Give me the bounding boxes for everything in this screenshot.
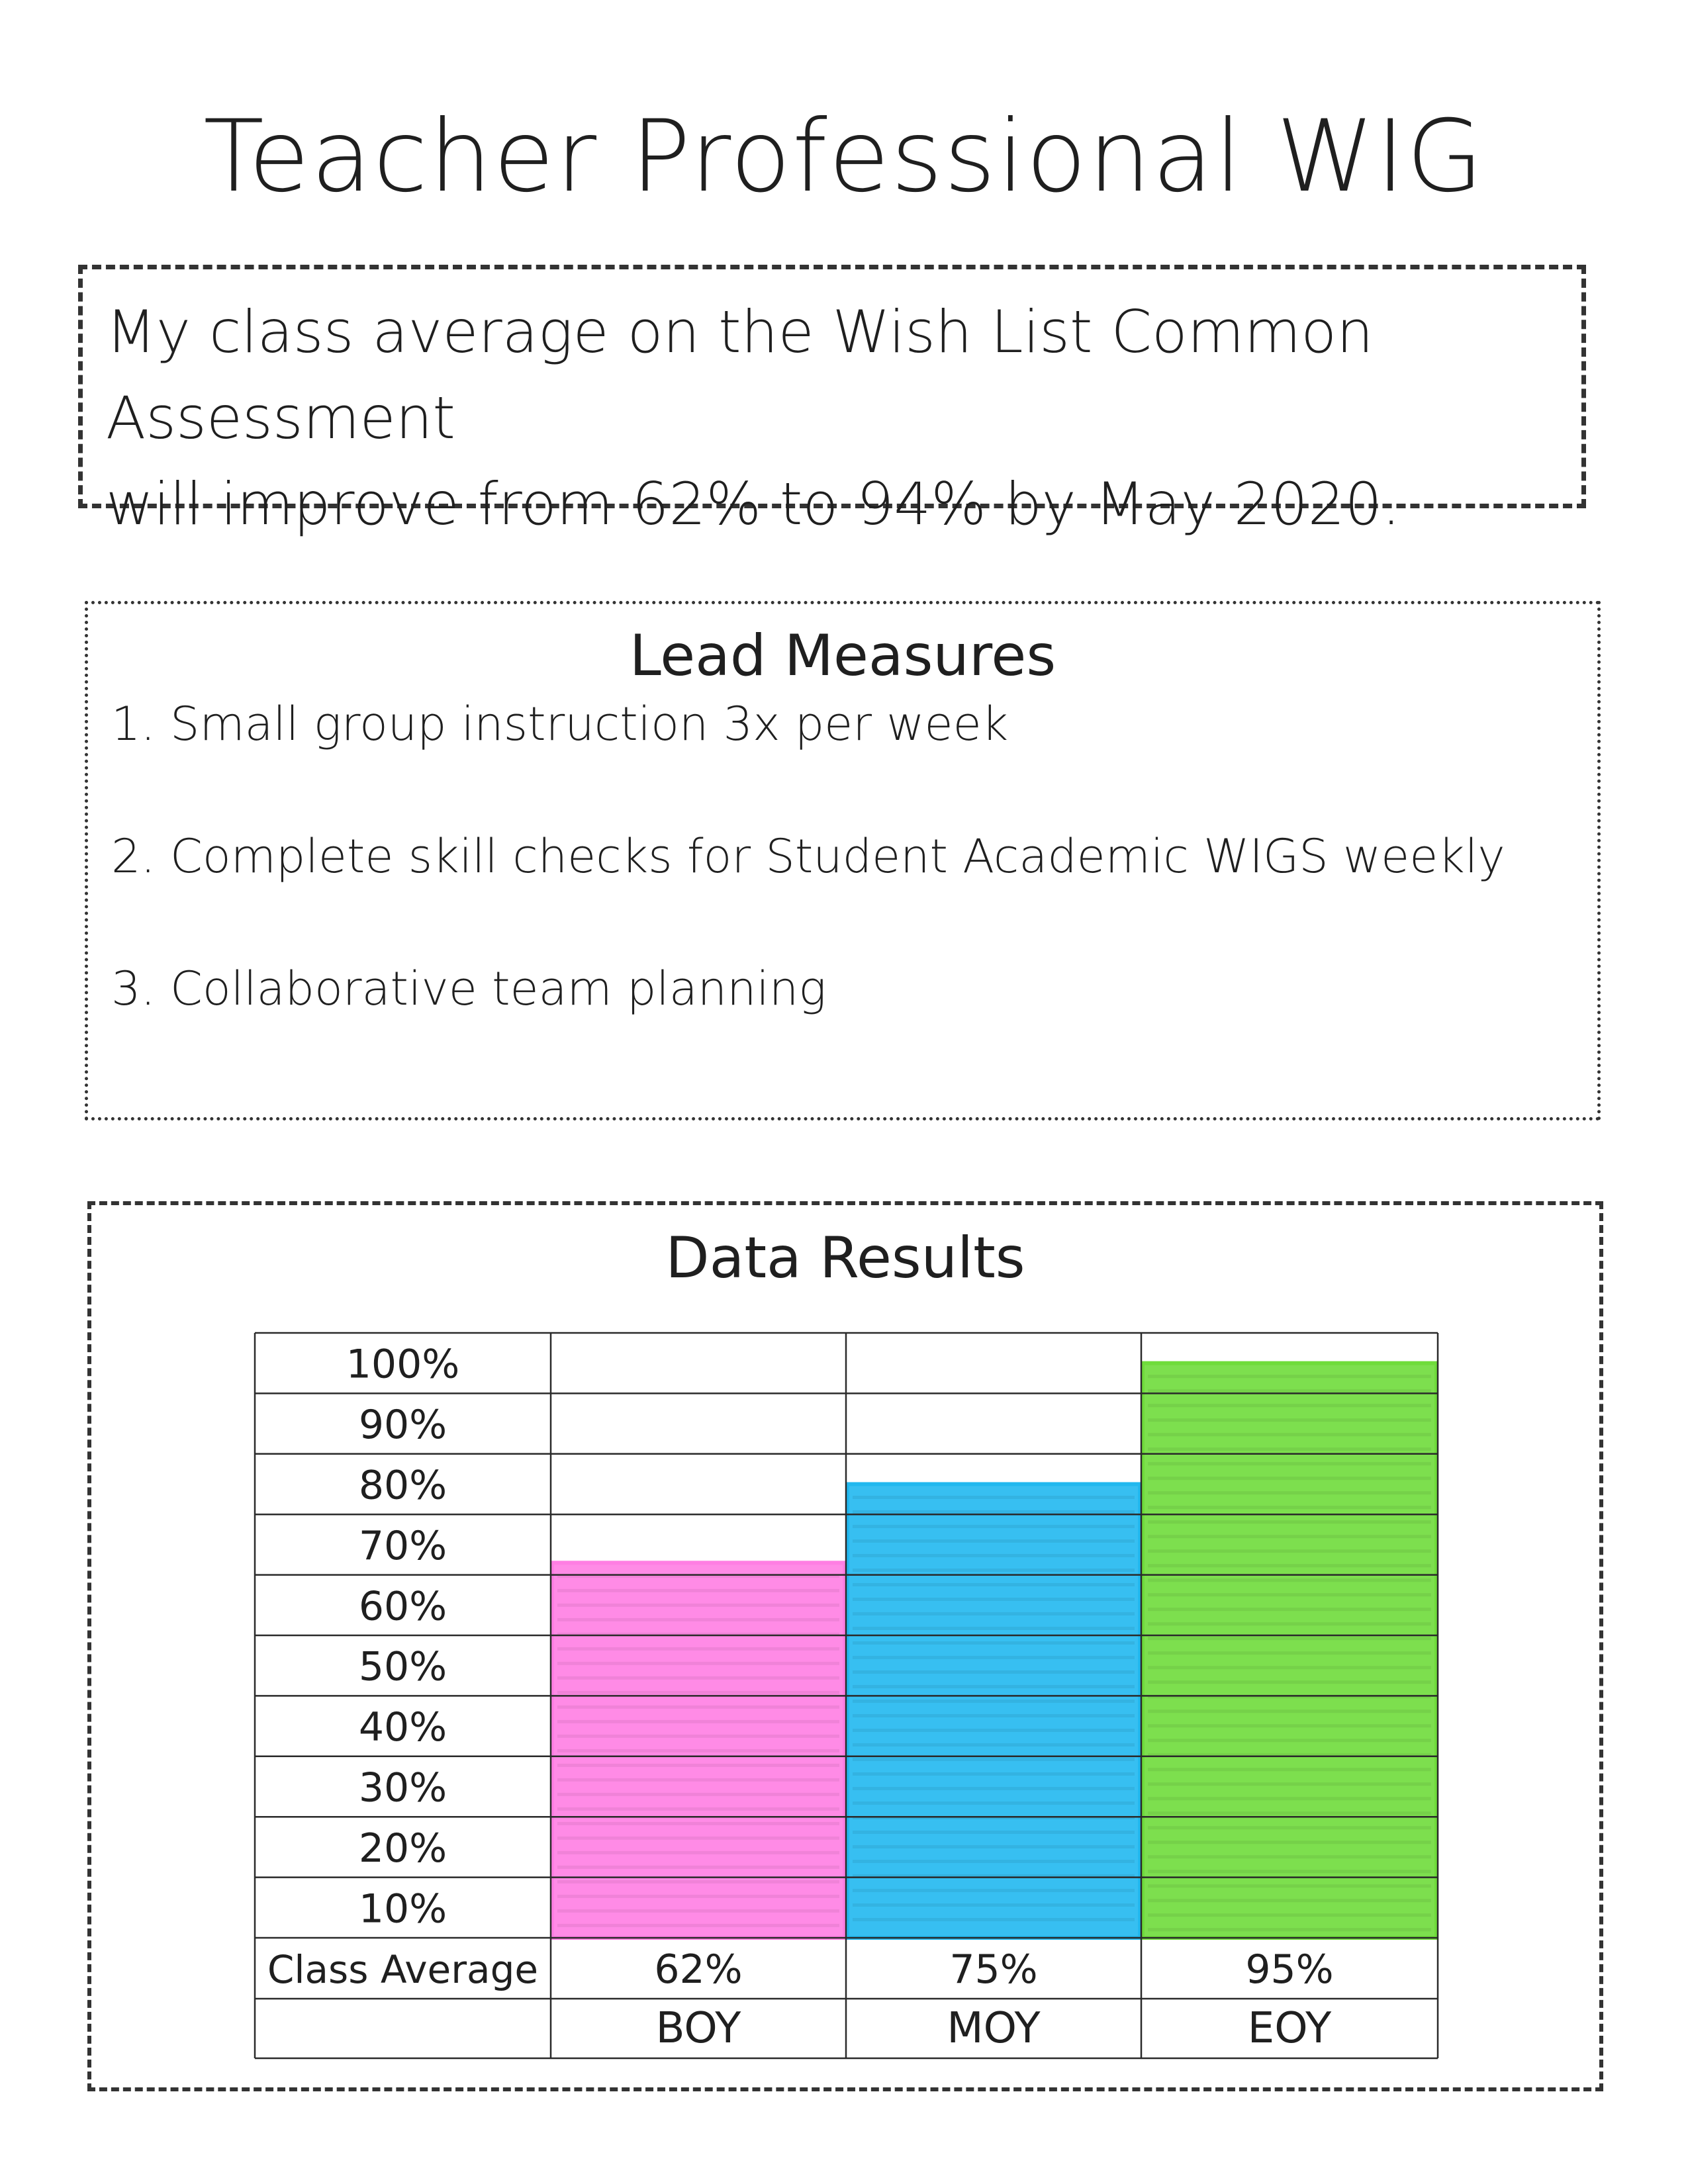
- y-tick-label: 90%: [358, 1402, 447, 1449]
- category-label-moy: MOY: [947, 2004, 1041, 2053]
- page-title: Teacher Professional WIG: [203, 99, 1485, 214]
- bar-moy: [847, 1484, 1140, 1938]
- y-tick-label: 60%: [358, 1583, 447, 1630]
- lead-measure-2: 2. Complete skill checks for Student Academic WIGS weekly: [111, 829, 1505, 884]
- y-tick-label: 20%: [358, 1825, 447, 1872]
- y-tick-label: 80%: [358, 1462, 447, 1509]
- goal-line-2: will improve from 62% to 94% by May 2020.: [106, 470, 1401, 538]
- y-tick-label: 70%: [358, 1522, 447, 1569]
- y-tick-label: 50%: [358, 1643, 447, 1690]
- lead-measure-1: 1. Small group instruction 3x per week: [111, 697, 1009, 751]
- category-label-boy: BOY: [655, 2004, 741, 2053]
- lead-measure-3: 3. Collaborative team planning: [111, 962, 827, 1016]
- y-tick-label: 40%: [358, 1704, 447, 1751]
- value-label-eoy: 95%: [1245, 1946, 1334, 1993]
- row-label-class-average: Class Average: [267, 1947, 539, 1992]
- category-label-eoy: EOY: [1247, 2004, 1332, 2053]
- goal-line-1: My class average on the Wish List Common Assessment: [106, 298, 1374, 452]
- y-tick-label: 30%: [358, 1764, 447, 1811]
- y-tick-label: 100%: [346, 1341, 460, 1388]
- value-label-boy: 62%: [654, 1946, 743, 1993]
- lead-measures-heading: Lead Measures: [629, 623, 1056, 689]
- data-results-heading: Data Results: [665, 1225, 1025, 1291]
- y-tick-label: 10%: [358, 1886, 447, 1933]
- value-label-moy: 75%: [949, 1946, 1038, 1993]
